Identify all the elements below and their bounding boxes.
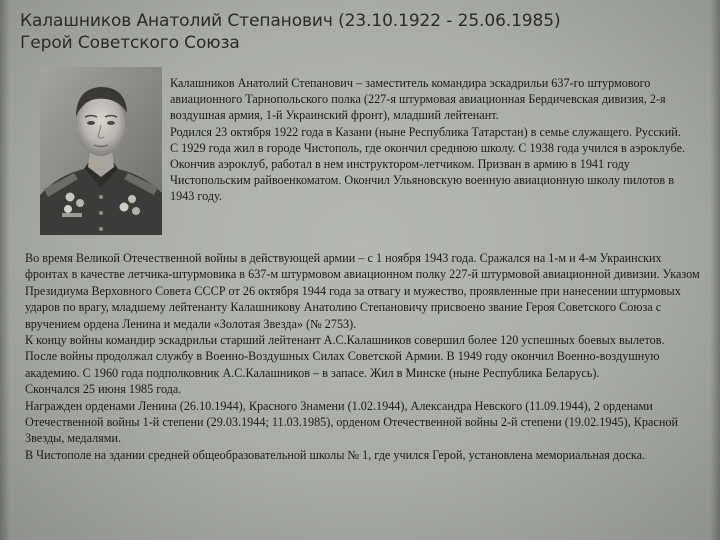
portrait-photo: [40, 67, 162, 235]
bio-paragraph: Скончался 25 июня 1985 года.: [25, 382, 182, 397]
bio-paragraph: В Чистополе на здании средней общеобразовательной школы № 1, где учился Герой, установлена мемориальная доска.: [25, 447, 646, 462]
portrait-image: [40, 67, 162, 235]
bio-paragraph: К концу войны командир эскадрильи старший лейтенант А.С.Калашников совершил более 120 успешных боевых вылетов.: [25, 333, 665, 348]
bio-intro: [170, 75, 690, 205]
title-line-name-dates: Калашников Анатолий Степанович (23.10.1922 - 25.06.1985): [20, 11, 561, 31]
bio-paragraph: После войны продолжал службу в Военно-Воздушных Силах Советской Армии. В 1949 году окончил Военно-воздушную академию. С 1960 года подполковник А.С.Калашников – в запасе. Жил в Минске (ныне Республика Беларусь).: [25, 349, 660, 380]
bio-main: [25, 250, 701, 463]
bio-paragraph: Награжден орденами Ленина (26.10.1944), Красного Знамени (1.02.1944), Александра Невского (11.09.1944), 2 орденами Отечественной войны 1-й степени (29.03.1944; 11.03.1985), орденом Отечественной войны 2-й степени (19.02.1945), Красной Звезды, медалями.: [25, 398, 678, 446]
bio-paragraph: Во время Великой Отечественной войны в действующей армии – с 1 ноября 1943 года. Сражался на 1-м и 4-м Украинских фронтах в качестве летчика-штурмовика в 637-м штурмовом авиационном полку 227-й штурмовой авиационной дивизии. Указом Президиума Верховного Совета СССР от 26 октября 1944 года за отвагу и мужество, проявленные при нанесении штурмовых ударов по врагу, младшему лейтенанту Калашникову Анатолию Степановичу присвоено звание Героя Советского Союза с вручением ордена Ленина и медали «Золотая Звезда» (№ 2753).: [25, 251, 700, 331]
bio-intro-paragraph: Калашников Анатолий Степанович – заместитель командира эскадрильи 637-го штурмового авиационного Тарнопольского полка (227-я штурмовая авиационная Бердичевская дивизия, 2-я воздушная армия, 1-й Украинский фронт), младший лейтенант.: [170, 76, 666, 123]
title-line-hero: Герой Советского Союза: [20, 33, 240, 53]
page-title: [20, 10, 700, 54]
bio-intro-paragraph: Родился 23 октября 1922 года в Казани (ныне Республика Татарстан) в семье служащего. Русский. С 1929 года жил в городе Чистополь, где окончил среднюю школу. С 1938 года учился в аэроклубе. Окончив аэроклуб, работал в нем инструктором-летчиком. Призван в армию в 1941 году Чистопольским райвоенкоматом. Окончил Ульяновскую военную авиационную школу пилотов в 1943 году.: [170, 124, 686, 204]
